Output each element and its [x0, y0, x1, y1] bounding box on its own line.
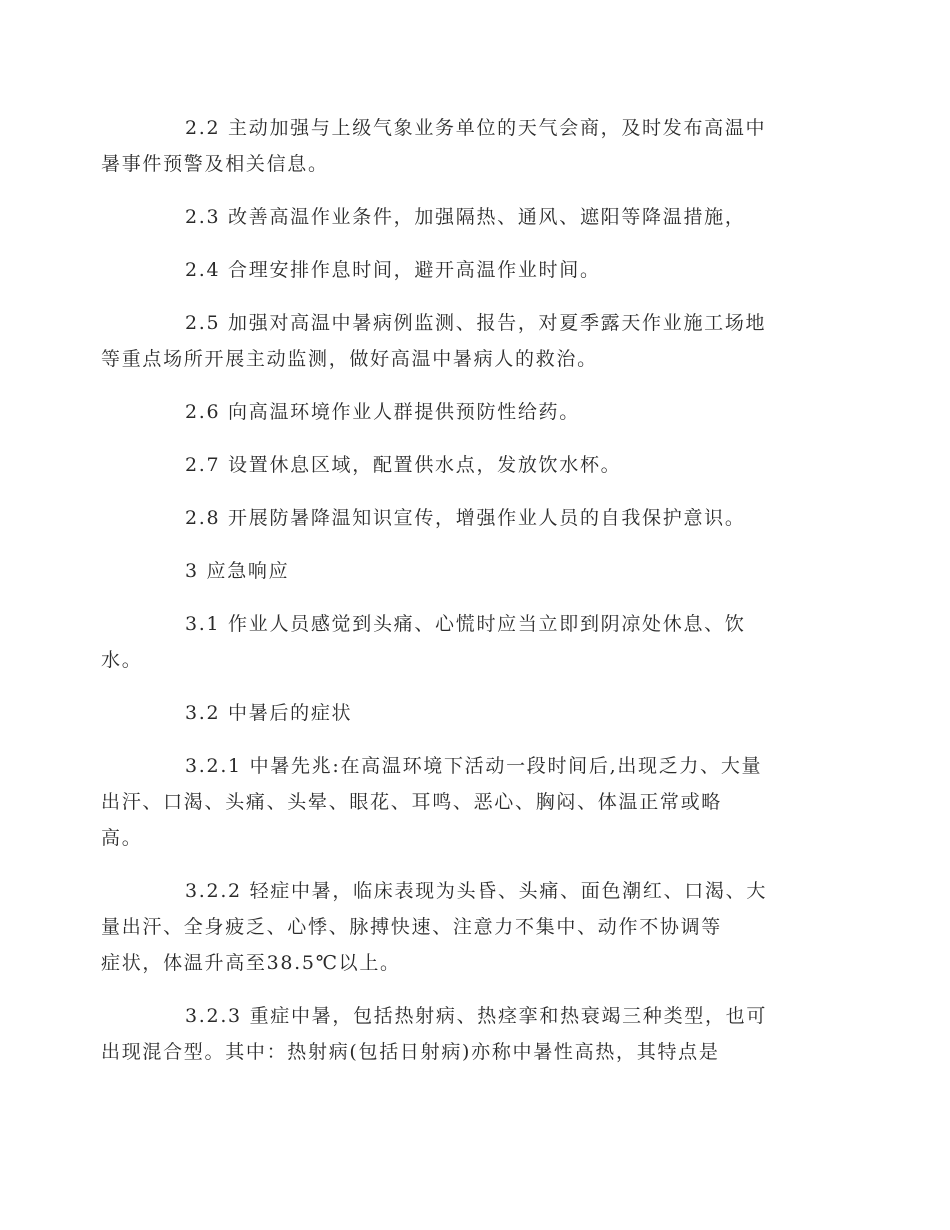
text-line: 3.2.2 轻症中暑，临床表现为头昏、头痛、面色潮红、口渴、大: [185, 880, 768, 902]
paragraph-2-4: [143, 252, 805, 288]
text-line: 出现混合型。其中：热射病(包括日射病)亦称中暑性高热，其特点是: [101, 1041, 720, 1063]
paragraph-2-7: [143, 447, 805, 483]
paragraph-3-2: [143, 695, 805, 731]
text-line: 3.2.1 中暑先兆:在高温环境下活动一段时间后,出现乏力、大量: [185, 755, 763, 777]
text-line: 2.2 主动加强与上级气象业务单位的天气会商，及时发布高温中: [185, 117, 767, 139]
text-line: 量出汗、全身疲乏、心悸、脉搏快速、注意力不集中、动作不协调等: [101, 916, 723, 938]
text-line: 出汗、口渴、头痛、头晕、眼花、耳鸣、恶心、胸闷、体温正常或略: [101, 791, 723, 813]
paragraph-2-6: [143, 394, 805, 430]
paragraph-2-2: [101, 110, 805, 182]
text-line: 等重点场所开展主动监测，做好高温中暑病人的救治。: [101, 348, 598, 370]
paragraph-3-2-3: [101, 998, 805, 1070]
text-line: 2.5 加强对高温中暑病例监测、报告，对夏季露天作业施工场地: [185, 312, 767, 334]
text-line: 暑事件预警及相关信息。: [101, 153, 329, 175]
paragraph-3: [143, 553, 805, 589]
text-line: 2.3 改善高温作业条件，加强隔热、通风、遮阳等降温措施，: [185, 206, 746, 228]
paragraph-3-2-2: [101, 873, 805, 981]
text-line: 3.2 中暑后的症状: [185, 702, 353, 724]
paragraph-3-1: [101, 606, 805, 678]
text-line: 2.7 设置休息区域，配置供水点，发放饮水杯。: [185, 454, 622, 476]
text-line: 水。: [101, 649, 143, 671]
paragraph-2-3: [143, 199, 805, 235]
text-line: 2.6 向高温环境作业人群提供预防性给药。: [185, 401, 580, 423]
text-line: 3.1 作业人员感觉到头痛、心慌时应当立即到阴凉处休息、饮: [185, 613, 746, 635]
document-body: [101, 110, 805, 1087]
text-line: 症状，体温升高至38.5℃以上。: [101, 952, 401, 974]
paragraph-2-8: [143, 500, 805, 536]
text-line: 高。: [101, 827, 143, 849]
text-line: 3 应急响应: [185, 560, 290, 582]
paragraph-2-5: [101, 305, 805, 377]
text-line: 2.8 开展防暑降温知识宣传，增强作业人员的自我保护意识。: [185, 507, 746, 529]
paragraph-3-2-1: [101, 748, 805, 856]
text-line: 2.4 合理安排作息时间，避开高温作业时间。: [185, 259, 601, 281]
text-line: 3.2.3 重症中暑，包括热射病、热痉挛和热衰竭三种类型，也可: [185, 1005, 768, 1027]
